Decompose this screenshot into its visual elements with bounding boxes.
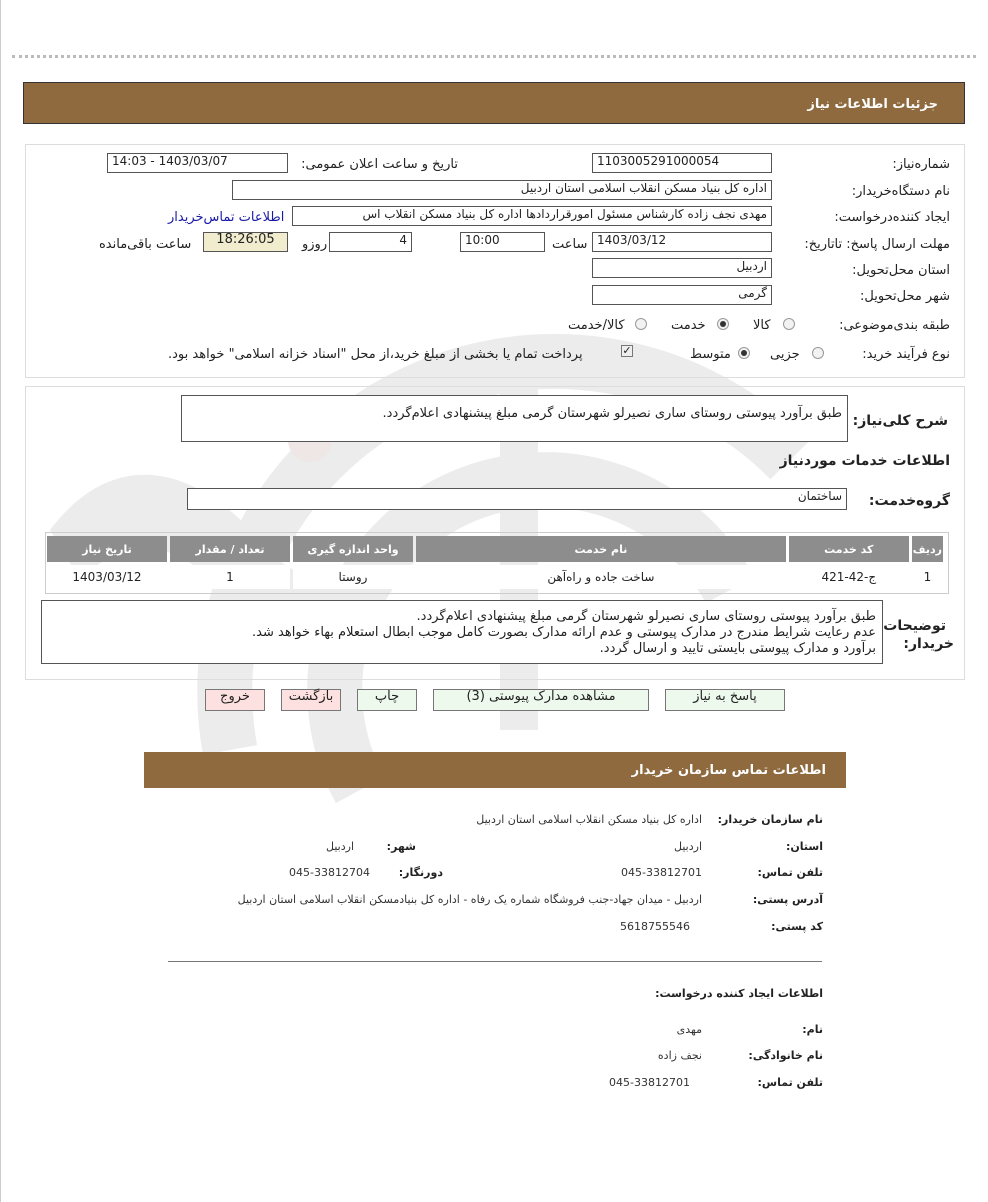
exit-button[interactable]: خروج [205,689,265,711]
description-label: شرح کلی‌نیاز: [852,413,948,429]
deadline-time-field: 10:00 [460,232,545,252]
creator-phone-value: 045-33812701 [609,1076,690,1089]
postal-value: 5618755546 [620,920,690,933]
cell-service-code: ج-42-421 [789,565,909,589]
creator-phone-label: تلفن تماس: [757,1076,823,1089]
category-option-service: خدمت [671,318,706,333]
fax-label: دورنگار: [398,866,443,879]
city-value-contact: اردبیل [326,840,354,853]
org-value: اداره کل بنیاد مسکن انقلاب اسلامی استان اردبیل [476,813,702,826]
cell-unit: روستا [293,565,413,589]
buyer-contact-link[interactable]: اطلاعات تماس‌خریدار [168,210,285,225]
deadline-label: مهلت ارسال پاسخ: تاتاریخ: [804,237,950,252]
back-button[interactable]: بازگشت [281,689,341,711]
category-option-goods-service: کالا/خدمت [568,318,625,333]
city-label: شهر محل‌تحویل: [860,289,950,304]
province-label-contact: استان: [786,840,823,853]
col-unit: واحد اندازه گیری [293,536,413,562]
creator-field: مهدی نجف زاده کارشناس مسئول امورقراردادها اداره کل بنیاد مسکن انقلاب اس [292,206,772,226]
service-group-field: ساختمان [187,488,847,510]
remaining-label: ساعت باقی‌مانده [99,237,192,252]
name-value: مهدی [676,1023,702,1036]
phone-label: تلفن تماس: [757,866,823,879]
col-row: ردیف [912,536,943,562]
purchase-radio-medium[interactable] [738,347,750,359]
left-border [0,0,1,1202]
family-value: نجف زاده [657,1049,702,1062]
province-value-contact: اردبیل [674,840,702,853]
postal-label: کد پستی: [771,920,823,933]
description-field: طبق برآورد پیوستی روستای ساری نصیرلو شهرستان گرمی مبلغ پیشنهادی اعلام‌گردد. [181,395,848,442]
purchase-option-medium: متوسط [690,347,731,362]
announce-label: تاریخ و ساعت اعلان عمومی: [301,157,458,172]
services-section-title: اطلاعات خدمات مورد‌نیاز [779,453,950,469]
category-option-goods: کالا [753,318,771,333]
print-button[interactable]: چاپ [357,689,417,711]
address-value: اردبیل - میدان جهاد-جنب فروشگاه شماره یک رفاه - اداره کل بنیادمسکن انقلاب اسلامی استان اردبیل [237,893,702,906]
remaining-field: 18:26:05 [203,232,288,252]
org-label: نام سازمان خریدار: [717,813,823,826]
table-frame [45,532,949,594]
buyer-notes-line-3: برآورد و مدارک پیوستی بایستی تایید و ارسال گردد. [599,641,876,656]
need-number-label: شماره‌نیاز: [892,157,950,172]
province-label: استان محل‌تحویل: [852,263,950,278]
announce-field: 1403/03/07 - 14:03 [107,153,288,173]
payment-checkbox[interactable]: ✓ [622,344,632,357]
cell-quantity: 1 [170,565,290,589]
contact-header [144,752,846,788]
buyer-field: اداره کل بنیاد مسکن انقلاب اسلامی استان اردبیل [232,180,772,200]
phone-value: 045-33812701 [621,866,702,879]
buyer-notes-label-2: خریدار: [903,636,954,652]
creator-label: ایجاد کننده‌درخواست: [834,210,950,225]
payment-note: پرداخت تمام یا بخشی از مبلغ خرید،از محل "اسناد خزانه اسلامی" خواهد بود. [168,347,583,362]
reply-button[interactable]: پاسخ به نیاز [665,689,785,711]
details-header [23,82,965,124]
city-label-contact: شهر: [386,840,416,853]
col-service-code: کد خدمت [789,536,909,562]
contact-divider [168,961,822,962]
purchase-label: نوع فرآیند خرید: [862,347,950,362]
fax-value: 045-33812704 [289,866,370,879]
address-label: آدرس پستی: [752,893,823,906]
family-label: نام خانوادگی: [748,1049,823,1062]
top-divider [12,55,976,58]
service-group-label: گروه‌خدمت: [868,493,950,509]
attachments-button[interactable]: مشاهده مدارک پیوستی (3) [433,689,649,711]
category-radio-service[interactable] [717,318,729,330]
time-label: ساعت [552,237,588,252]
page-title: جزئیات اطلاعات نیاز [807,97,938,112]
buyer-notes-line-2: عدم رعایت شرایط مندرج در مدارک پیوستی و عدم ارائه مدارک بصورت کامل موجب ابطال استعلام بهاء خواهد شد. [252,625,876,640]
need-number-field: 1103005291000054 [592,153,772,173]
name-label: نام: [802,1023,823,1036]
creator-info-title: اطلاعات ایجاد کننده درخواست: [655,987,823,1000]
buyer-notes-line-1: طبق برآورد پیوستی روستای ساری نصیرلو شهرستان گرمی مبلغ پیشنهادی اعلام‌گردد. [416,609,876,624]
col-need-date: تاریخ نیاز [47,536,167,562]
buyer-notes-field [41,600,883,664]
cell-row: 1 [912,565,943,589]
contact-title: اطلاعات تماس سازمان خریدار [631,763,826,778]
category-label: طبقه بندی‌موضوعی: [839,318,950,333]
days-field: 4 [329,232,412,252]
col-quantity: تعداد / مقدار [170,536,290,562]
category-radio-goods[interactable] [783,318,795,330]
deadline-date-field: 1403/03/12 [592,232,772,252]
cell-need-date: 1403/03/12 [47,565,167,589]
buyer-label: نام دستگاه‌خریدار: [851,184,950,199]
city-field: گرمی [592,285,772,305]
province-field: اردبیل [592,258,772,278]
col-service-name: نام خدمت [416,536,786,562]
cell-service-name: ساخت جاده و راه‌آهن [416,565,786,589]
category-radio-goods-service[interactable] [635,318,647,330]
days-label: روزو [302,237,328,252]
purchase-radio-minor[interactable] [812,347,824,359]
purchase-option-minor: جزیی [770,347,800,362]
buyer-notes-label-1: توضیحات [883,618,946,634]
